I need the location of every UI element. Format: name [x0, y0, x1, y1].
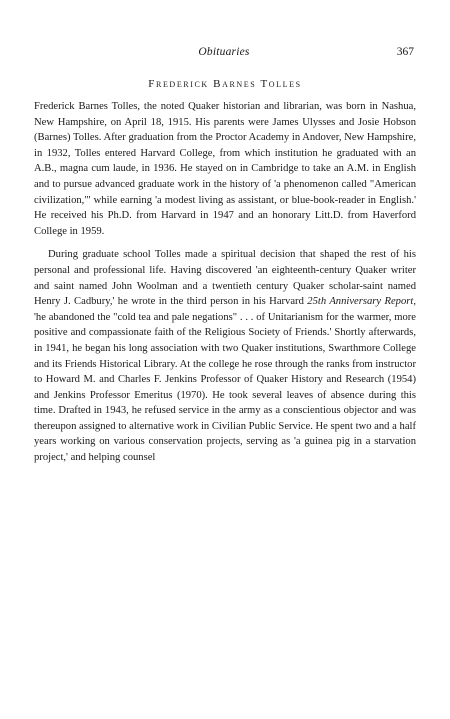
- paragraph-1: [34, 99, 416, 239]
- report-title: 25th Anniversary Report,: [307, 296, 416, 308]
- running-header: [34, 46, 414, 62]
- paragraph-2-text-b: 'he abandoned the "cold tea and pale negations" . . . of Unitarianism for the warmer, more positive and compassionate faith of the Religious Society of Friends.' Shortly afterwards, in 1941, he began his long association with two Quaker institutions, Swarthmore College and its Friends Historical Library. At the college he rose through the ranks from instructor to Howard M. and Charles F. Jenkins Professor of Quaker History and Research (1954) and Jenkins Professor Emeritus (1970). He took several leaves of absence during this time. Drafted in 1943, he refused service in the army as a conscientious objector and was thereupon assigned to alternative work in Civilian Public Service. He spent two and a half years working on various conservation projects, serving as 'a guinea pig in a starvation project,' and helping counsel: [34, 311, 416, 464]
- section-title: Obituaries: [198, 46, 250, 58]
- article-body: [34, 99, 416, 466]
- paragraph-1-text: Frederick Barnes Tolles, the noted Quaker historian and librarian, was born in Nashua, New Hampshire, on April 18, 1915. His parents were James Ulysses and Josie Hobson (Barnes) Tolles. After graduation from the Proctor Academy in Andover, New Hampshire, in 1932, Tolles entered Harvard College, from which institution he graduated with an A.B., magna cum laude, in 1936. He stayed on in Cambridge to take an A.M. in English and to pursue advanced graduate work in the history of 'a phenomenon called "American civilization,"' while earning 'a modest living as assistant, or blue-book-reader in English.' He received his Ph.D. from Harvard in 1947 and an honorary Litt.D. from Haverford College in 1959.: [34, 101, 416, 237]
- paragraph-2: [34, 247, 416, 465]
- article-title: Frederick Barnes Tolles: [148, 78, 302, 90]
- page-number: 367: [396, 46, 414, 58]
- paragraph-2-text-a: During graduate school Tolles made a spiritual decision that shaped the rest of his personal and professional life. Having discovered 'an eighteenth-century Quaker writer and saint named John Woolman and a twentieth century Quaker scholar-saint named Henry J. Cadbury,' he wrote in the third person in his Harvard: [34, 249, 416, 308]
